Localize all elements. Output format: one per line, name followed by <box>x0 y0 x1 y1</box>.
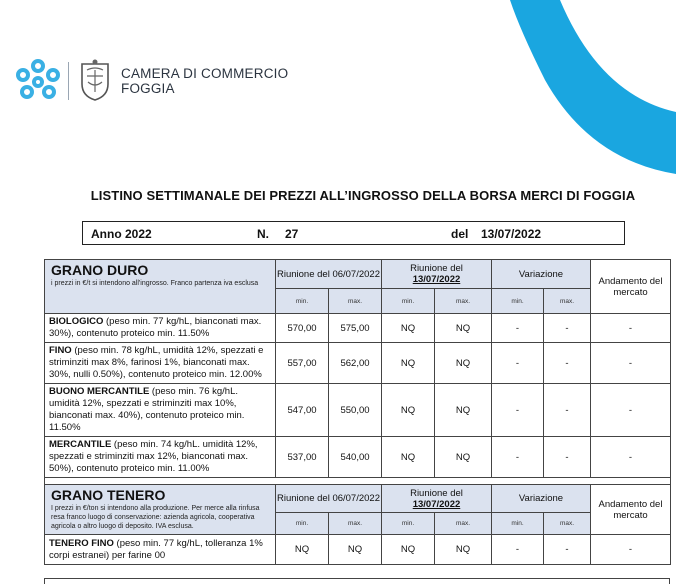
price-cell-trend: - <box>591 314 671 343</box>
min-subheader: min. <box>492 513 544 535</box>
org-line1: CAMERA DI COMMERCIO <box>121 66 289 81</box>
grano-duro-table <box>44 259 671 489</box>
table-row <box>45 343 671 384</box>
price-cell-trend: - <box>591 384 671 437</box>
price-cell-p2min: NQ <box>382 384 435 437</box>
price-cell-vmax: - <box>544 314 591 343</box>
section-title-grano-tenero: GRANO TENERO I prezzi in €/ton si intendono alla produzione. Per merce alla rinfusa resa franco luogo di conservazione: azienda agricola, cooperativa agricola o altro luogo di deposito. IVA esclusa. <box>45 485 276 535</box>
table-row <box>45 535 671 565</box>
number-label: N. <box>257 227 269 241</box>
section-note: i prezzi in €/t si intendono all'ingrosso. Franco partenza iva esclusa <box>51 280 259 287</box>
organization-name <box>121 66 288 96</box>
price-cell-vmax: - <box>544 384 591 437</box>
price-cell-p2max: NQ <box>435 314 492 343</box>
price-cell-p1min: 570,00 <box>276 314 329 343</box>
price-cell-p2max: NQ <box>435 437 492 478</box>
table-row <box>45 437 671 478</box>
price-cell-vmin: - <box>492 437 544 478</box>
next-section-border <box>44 578 670 584</box>
year-label: Anno 2022 <box>91 227 152 241</box>
issue-info-box <box>82 221 625 245</box>
max-subheader: max. <box>329 289 382 314</box>
price-cell-p1max: 575,00 <box>329 314 382 343</box>
max-subheader: max. <box>435 289 492 314</box>
chamber-of-commerce-logo-icon <box>15 58 61 104</box>
price-cell-p1min: 547,00 <box>276 384 329 437</box>
product-description: TENERO FINO (peso min. 77 kg/hL, tolleranza 1% corpi estranei) per farine 00 <box>45 535 276 565</box>
price-cell-vmax: - <box>544 343 591 384</box>
price-cell-p1max: 550,00 <box>329 384 382 437</box>
date-value: 13/07/2022 <box>481 227 542 241</box>
min-subheader: min. <box>382 289 435 314</box>
variation-header: Variazione <box>492 260 591 289</box>
meeting-1-header: Riunione del 06/07/2022 <box>276 485 382 513</box>
variation-header: Variazione <box>492 485 591 513</box>
product-description: MERCANTILE (peso min. 74 kg/hL. umidità 12%, spezzati e striminziti max 12%, bianconati max. 50%), contenuto proteico min. 11.00% <box>45 437 276 478</box>
trend-header: Andamento del mercato <box>591 260 671 314</box>
trend-header: Andamento del mercato <box>591 485 671 535</box>
price-cell-p2min: NQ <box>382 343 435 384</box>
table-row <box>45 384 671 437</box>
number-value: 27 <box>285 227 299 241</box>
min-subheader: min. <box>276 289 329 314</box>
max-subheader: max. <box>544 513 591 535</box>
price-cell-vmin: - <box>492 535 544 565</box>
logo-divider <box>68 62 69 100</box>
meeting-2-header: Riunione del 13/07/2022 <box>382 260 492 289</box>
price-cell-trend: - <box>591 535 671 565</box>
price-cell-vmin: - <box>492 314 544 343</box>
product-description: FINO (peso min. 78 kg/hL, umidità 12%, spezzati e striminziti max 8%, farinosi 1%, bianconati max. 30%, nulli 0.50%), contenuto proteico min. 12.00% <box>45 343 276 384</box>
max-subheader: max. <box>435 513 492 535</box>
price-cell-p1max: 540,00 <box>329 437 382 478</box>
city-seal-emblem-icon <box>78 58 112 102</box>
min-subheader: min. <box>492 289 544 314</box>
price-cell-trend: - <box>591 437 671 478</box>
price-cell-p2max: NQ <box>435 343 492 384</box>
grano-tenero-table <box>44 484 671 565</box>
product-description: BIOLOGICO (peso min. 77 kg/hL, bianconati max. 30%), contenuto proteico min. 11.50% <box>45 314 276 343</box>
price-cell-p1max: NQ <box>329 535 382 565</box>
price-cell-p1min: 537,00 <box>276 437 329 478</box>
org-line2: FOGGIA <box>121 81 175 96</box>
price-cell-p2max: NQ <box>435 535 492 565</box>
price-cell-p2min: NQ <box>382 535 435 565</box>
min-subheader: min. <box>382 513 435 535</box>
price-cell-p2max: NQ <box>435 384 492 437</box>
price-cell-p1min: NQ <box>276 535 329 565</box>
table-row <box>45 314 671 343</box>
product-description: BUONO MERCANTILE (peso min. 76 kg/hL. umidità 12%, spezzati e striminziti max 10%, bianconati max. 40%), contenuto proteico min. 11.50% <box>45 384 276 437</box>
price-cell-p2min: NQ <box>382 437 435 478</box>
price-cell-vmax: - <box>544 535 591 565</box>
section-title-grano-duro: GRANO DURO i prezzi in €/t si intendono all'ingrosso. Franco partenza iva esclusa <box>45 260 276 314</box>
max-subheader: max. <box>544 289 591 314</box>
price-cell-vmin: - <box>492 343 544 384</box>
price-cell-p1min: 557,00 <box>276 343 329 384</box>
price-cell-p2min: NQ <box>382 314 435 343</box>
min-subheader: min. <box>276 513 329 535</box>
price-cell-trend: - <box>591 343 671 384</box>
price-cell-vmax: - <box>544 437 591 478</box>
max-subheader: max. <box>329 513 382 535</box>
meeting-2-header: Riunione del 13/07/2022 <box>382 485 492 513</box>
date-label: del <box>451 227 469 241</box>
price-cell-vmin: - <box>492 384 544 437</box>
meeting-1-header: Riunione del 06/07/2022 <box>276 260 382 289</box>
document-title: LISTINO SETTIMANALE DEI PREZZI ALL’INGROSSO DELLA BORSA MERCI DI FOGGIA <box>90 188 636 203</box>
price-cell-p1max: 562,00 <box>329 343 382 384</box>
section-note: I prezzi in €/ton si intendono alla produzione. Per merce alla rinfusa resa franco luogo di conservazione: azienda agricola, cooperativa agricola o altro luogo di deposito. IVA esclusa. <box>51 505 260 530</box>
